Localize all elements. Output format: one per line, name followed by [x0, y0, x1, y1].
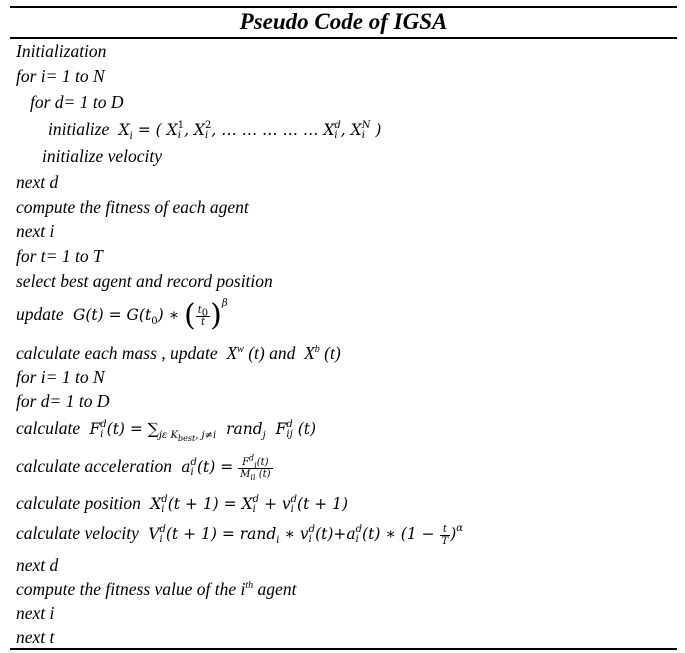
- table-header-rule: [10, 37, 677, 39]
- pseudocode-line-compute-fitness: compute the fitness of each agent: [16, 197, 249, 217]
- pseudocode-line-initialization: Initialization: [16, 41, 107, 61]
- table-bottom-rule: [10, 648, 677, 650]
- pseudocode-line-next-d: next d: [16, 172, 59, 192]
- compute-fitness-ith-agent: agent: [257, 579, 297, 599]
- pseudocode-line-for-i-2: for i= 1 to N: [16, 367, 105, 387]
- ith-superscript: th: [245, 580, 254, 592]
- initialize-label: initialize: [48, 119, 110, 139]
- calculate-acceleration-label: calculate acceleration: [16, 456, 172, 476]
- calculate-position-label: calculate position: [16, 493, 141, 513]
- pseudocode-line-calculate-acceleration: [16, 455, 273, 480]
- pseudocode-line-next-d-2: next d: [16, 555, 59, 575]
- update-label: update: [16, 304, 64, 324]
- pseudocode-line-for-d: for d= 1 to D: [30, 92, 124, 112]
- pseudocode-line-next-t: next t: [16, 627, 55, 647]
- rand-label: rand: [226, 420, 263, 438]
- position-formula: Xd i (t + 1) = Xd i + vd i (t + 1): [150, 494, 349, 515]
- pseudocode-line-initialize-velocity: initialize velocity: [42, 146, 163, 166]
- pseudocode-line-initialize-x: [48, 118, 381, 141]
- pseudocode-line-update-g: [16, 298, 228, 333]
- calculate-velocity-label: calculate velocity: [16, 523, 139, 543]
- pseudocode-line-compute-fitness-ith: [16, 578, 296, 600]
- pseudocode-line-for-d-2: for d= 1 to D: [16, 391, 110, 411]
- pseudocode-line-calculate-force: [16, 417, 317, 444]
- calculate-force-label: calculate: [16, 418, 81, 438]
- acceleration-formula: ad i (t) = $\frac{F^d_i(t)}{M_{ii} (t)}$: [181, 453, 271, 482]
- pseudocode-line-for-i: for i= 1 to N: [16, 66, 105, 86]
- table-title: Pseudo Code of IGSA: [239, 9, 448, 34]
- force-formula: Fd i $(t) = \sum_{j\varepsilon K_{best}, j\ne i}$ rand$_j$ Fd ij (t): [89, 419, 317, 444]
- gravitational-constant-formula: $G(t) = G(t_0)$ ∗ ( $\frac{t_0}{t}$ )$^\beta$: [72, 298, 228, 333]
- compute-fitness-ith-label: compute the fitness value of the i: [16, 579, 246, 599]
- calculate-mass-end: (t): [324, 343, 341, 363]
- pseudocode-line-select-best: select best agent and record position: [16, 271, 273, 291]
- pseudocode-line-calculate-mass: [16, 342, 341, 364]
- velocity-formula: Vd i (t + 1) = rand$_i$ ∗ vd i (t)+ad i (t) ∗ (1 − $\frac{t}{T}$ )$^\alpha$: [148, 523, 464, 547]
- x-worst-symbol: $X^w$: [222, 343, 244, 363]
- pseudocode-line-calculate-position: [16, 492, 348, 515]
- calculate-mass-and: (t) and: [248, 343, 296, 363]
- calculate-mass-label: calculate each mass , update: [16, 343, 218, 363]
- pseudocode-line-next-i-2: next i: [16, 603, 55, 623]
- pseudocode-line-calculate-velocity: [16, 522, 463, 547]
- position-vector-formula: $X_i$ = ( X1 i , X2 i , … … … … … Xd i , XN i ): [118, 120, 382, 143]
- pseudocode-line-for-t: for t= 1 to T: [16, 246, 103, 266]
- x-best-symbol: $X^b$: [299, 343, 320, 363]
- pseudocode-line-next-i: next i: [16, 221, 55, 241]
